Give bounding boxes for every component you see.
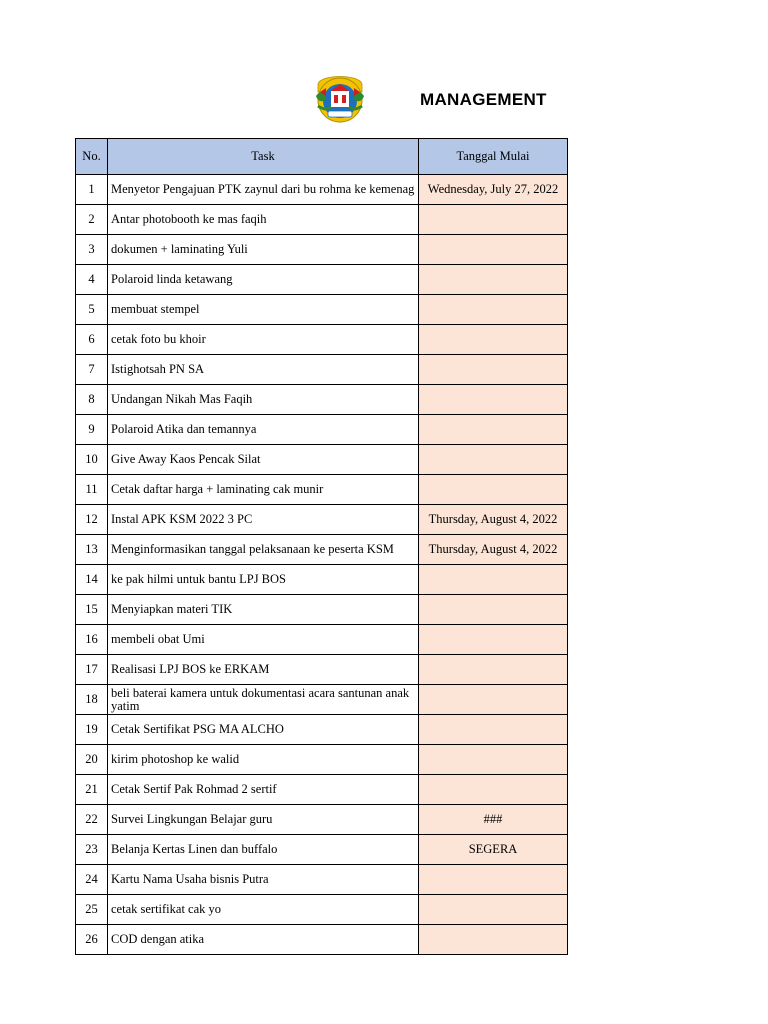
table-header-row	[76, 139, 568, 175]
date-cell	[419, 715, 568, 745]
table-row	[76, 385, 568, 415]
date-cell	[419, 895, 568, 925]
date-cell	[419, 475, 568, 505]
date-cell: Thursday, August 4, 2022	[419, 535, 568, 565]
task-cell: dokumen + laminating Yuli	[108, 235, 419, 265]
task-cell: Give Away Kaos Pencak Silat	[108, 445, 419, 475]
date-cell	[419, 625, 568, 655]
table-row	[76, 325, 568, 355]
no-cell: 13	[76, 535, 108, 565]
task-cell: Survei Lingkungan Belajar guru	[108, 805, 419, 835]
date-cell: ###	[419, 805, 568, 835]
table-row	[76, 655, 568, 685]
no-cell: 19	[76, 715, 108, 745]
table-row	[76, 565, 568, 595]
no-cell: 11	[76, 475, 108, 505]
table-row	[76, 505, 568, 535]
no-cell: 21	[76, 775, 108, 805]
no-cell: 10	[76, 445, 108, 475]
page-header	[0, 70, 768, 132]
date-cell	[419, 685, 568, 715]
no-cell: 16	[76, 625, 108, 655]
task-cell: membeli obat Umi	[108, 625, 419, 655]
table-row	[76, 805, 568, 835]
task-cell: Cetak Sertif Pak Rohmad 2 sertif	[108, 775, 419, 805]
table-row	[76, 625, 568, 655]
date-cell: Thursday, August 4, 2022	[419, 505, 568, 535]
table-row	[76, 535, 568, 565]
table-row	[76, 865, 568, 895]
table-row	[76, 925, 568, 955]
task-cell: Instal APK KSM 2022 3 PC	[108, 505, 419, 535]
task-cell: Cetak Sertifikat PSG MA ALCHO	[108, 715, 419, 745]
no-cell: 18	[76, 685, 108, 715]
table-row	[76, 835, 568, 865]
task-cell: Antar photobooth ke mas faqih	[108, 205, 419, 235]
task-cell: Belanja Kertas Linen dan buffalo	[108, 835, 419, 865]
no-cell: 20	[76, 745, 108, 775]
no-cell: 2	[76, 205, 108, 235]
date-cell	[419, 235, 568, 265]
no-cell: 23	[76, 835, 108, 865]
table-row	[76, 265, 568, 295]
date-cell	[419, 205, 568, 235]
task-cell: membuat stempel	[108, 295, 419, 325]
table-row	[76, 475, 568, 505]
table-row	[76, 175, 568, 205]
no-cell: 6	[76, 325, 108, 355]
school-emblem-icon	[312, 70, 368, 130]
no-cell: 1	[76, 175, 108, 205]
no-cell: 4	[76, 265, 108, 295]
task-cell: Realisasi LPJ BOS ke ERKAM	[108, 655, 419, 685]
date-cell	[419, 745, 568, 775]
date-cell	[419, 295, 568, 325]
task-cell: Undangan Nikah Mas Faqih	[108, 385, 419, 415]
task-cell: kirim photoshop ke walid	[108, 745, 419, 775]
table-body	[76, 175, 568, 955]
date-cell	[419, 385, 568, 415]
date-cell: Wednesday, July 27, 2022	[419, 175, 568, 205]
no-cell: 24	[76, 865, 108, 895]
table-row	[76, 235, 568, 265]
no-cell: 25	[76, 895, 108, 925]
no-cell: 14	[76, 565, 108, 595]
task-cell: cetak sertifikat cak yo	[108, 895, 419, 925]
task-cell: Menyiapkan materi TIK	[108, 595, 419, 625]
column-header-task: Task	[108, 139, 419, 175]
date-cell	[419, 925, 568, 955]
table-row	[76, 715, 568, 745]
task-cell: Polaroid Atika dan temannya	[108, 415, 419, 445]
no-cell: 12	[76, 505, 108, 535]
date-cell	[419, 325, 568, 355]
date-cell	[419, 355, 568, 385]
column-header-no: No.	[76, 139, 108, 175]
task-cell: Menginformasikan tanggal pelaksanaan ke peserta KSM	[108, 535, 419, 565]
date-cell	[419, 775, 568, 805]
date-cell	[419, 865, 568, 895]
task-cell: cetak foto bu khoir	[108, 325, 419, 355]
page-title: MANAGEMENT	[420, 90, 547, 109]
table-row	[76, 415, 568, 445]
task-cell: ke pak hilmi untuk bantu LPJ BOS	[108, 565, 419, 595]
column-header-date: Tanggal Mulai	[419, 139, 568, 175]
task-cell: COD dengan atika	[108, 925, 419, 955]
no-cell: 3	[76, 235, 108, 265]
table-row	[76, 205, 568, 235]
no-cell: 22	[76, 805, 108, 835]
no-cell: 15	[76, 595, 108, 625]
date-cell	[419, 565, 568, 595]
no-cell: 5	[76, 295, 108, 325]
table-row	[76, 895, 568, 925]
task-cell: Kartu Nama Usaha bisnis Putra	[108, 865, 419, 895]
table-row	[76, 685, 568, 715]
task-cell: Polaroid linda ketawang	[108, 265, 419, 295]
task-table	[75, 138, 568, 955]
task-cell: Menyetor Pengajuan PTK zaynul dari bu rohma ke kemenag	[108, 175, 419, 205]
date-cell: SEGERA	[419, 835, 568, 865]
no-cell: 7	[76, 355, 108, 385]
date-cell	[419, 595, 568, 625]
table-row	[76, 775, 568, 805]
no-cell: 17	[76, 655, 108, 685]
date-cell	[419, 445, 568, 475]
no-cell: 8	[76, 385, 108, 415]
table-row	[76, 595, 568, 625]
table-row	[76, 745, 568, 775]
date-cell	[419, 415, 568, 445]
no-cell: 9	[76, 415, 108, 445]
no-cell: 26	[76, 925, 108, 955]
task-cell: Cetak daftar harga + laminating cak munir	[108, 475, 419, 505]
task-cell: Istighotsah PN SA	[108, 355, 419, 385]
table-row	[76, 295, 568, 325]
task-cell: beli baterai kamera untuk dokumentasi acara santunan anak yatim	[108, 685, 419, 715]
table-row	[76, 355, 568, 385]
date-cell	[419, 265, 568, 295]
date-cell	[419, 655, 568, 685]
table-row	[76, 445, 568, 475]
